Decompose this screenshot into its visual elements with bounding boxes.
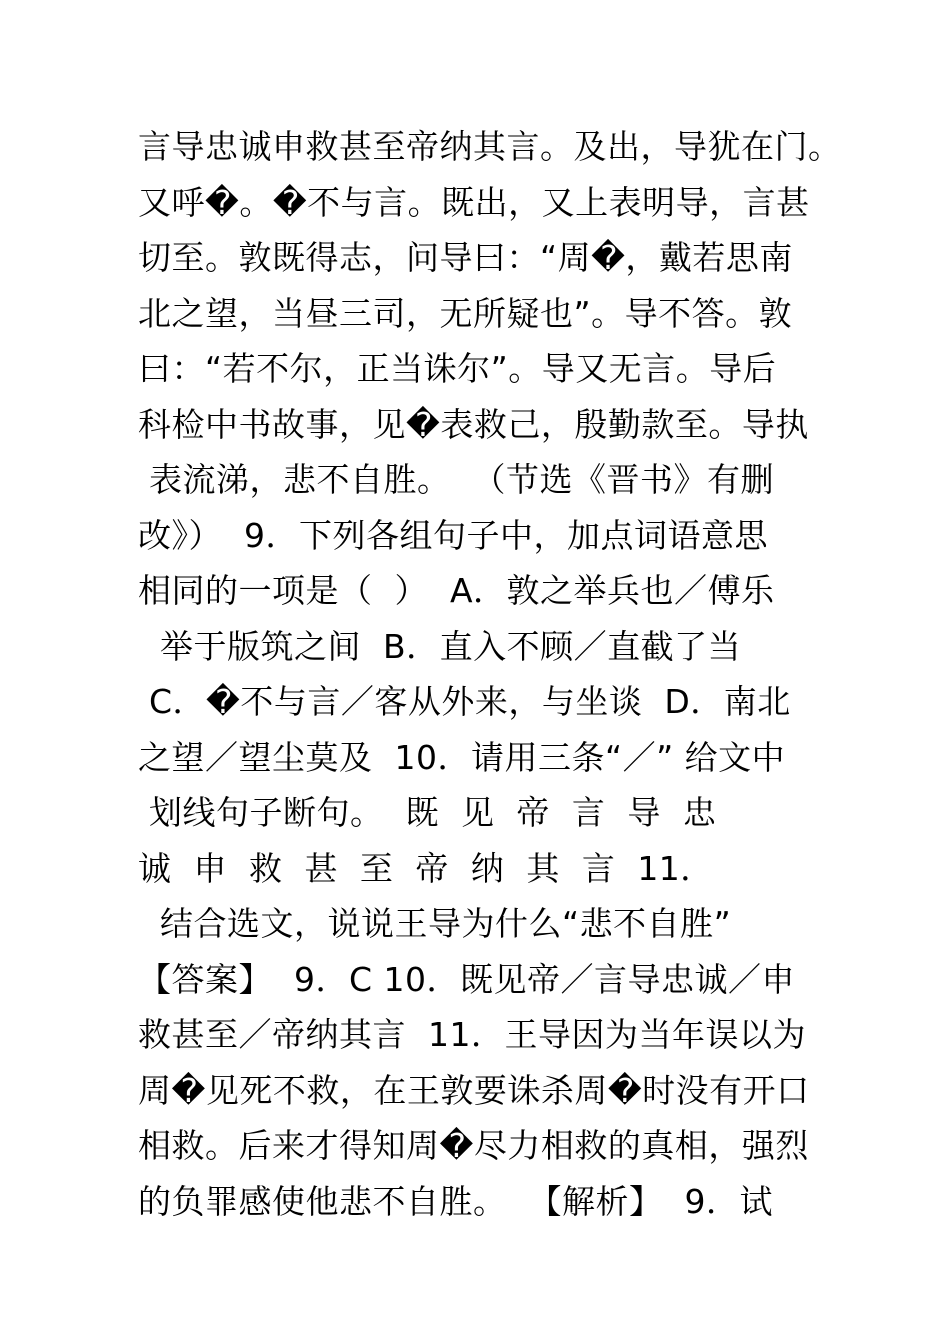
text-line-19: 相救。后来才得知周�尽力相救的真相，强烈 [138, 1126, 809, 1165]
text-line-3: 切至。敦既得志，问导曰：“周�，戴若思南 [138, 238, 793, 277]
text-line-12: 之望／望尘莫及 10．请用三条“／” 给文中 [138, 738, 786, 777]
text-line-4: 北之望，当昼三司，无所疑也”。导不答。敦 [138, 294, 793, 333]
text-line-20: 的负罪感使他悲不自胜。 【解析】 9．试 [138, 1182, 773, 1221]
text-line-7: 表流涕，悲不自胜。 （节选《晋书》有删 [138, 460, 774, 499]
text-line-10: 举于版筑之间 B．直入不顾／直截了当 [138, 627, 742, 666]
text-line-17: 救甚至／帝纳其言 11．王导因为当年误以为 [138, 1015, 806, 1054]
text-line-8: 改》） 9．下列各组句子中，加点词语意思 [138, 516, 768, 555]
text-line-9: 相同的一项是（ ） A．敦之举兵也／傅乐 [138, 571, 775, 610]
text-line-16: 【答案】 9．C 10．既见帝／言导忠诚／申 [138, 960, 795, 999]
text-line-11: C．�不与言／客从外来，与坐谈 D．南北 [138, 682, 791, 721]
text-line-18: 周�见死不救，在王敦要诛杀周�时没有开口 [138, 1071, 810, 1110]
text-line-5: 曰：“若不尔，正当诛尔”。导又无言。导后 [138, 349, 777, 388]
text-line-15: 结合选文，说说王导为什么“悲不自胜” [138, 904, 732, 943]
text-line-13: 划线句子断句。 既 见 帝 言 导 忠 [138, 793, 717, 832]
text-line-14: 诚 申 救 甚 至 帝 纳 其 言 11． [138, 849, 714, 888]
text-line-1: 言导忠诚申救甚至帝纳其言。及出，导犹在门。 [138, 127, 842, 166]
text-line-6: 科检中书故事，见�表救己，殷勤款至。导执 [138, 405, 809, 444]
text-line-2: 又呼�。�不与言。既出，又上表明导，言甚 [138, 183, 810, 222]
